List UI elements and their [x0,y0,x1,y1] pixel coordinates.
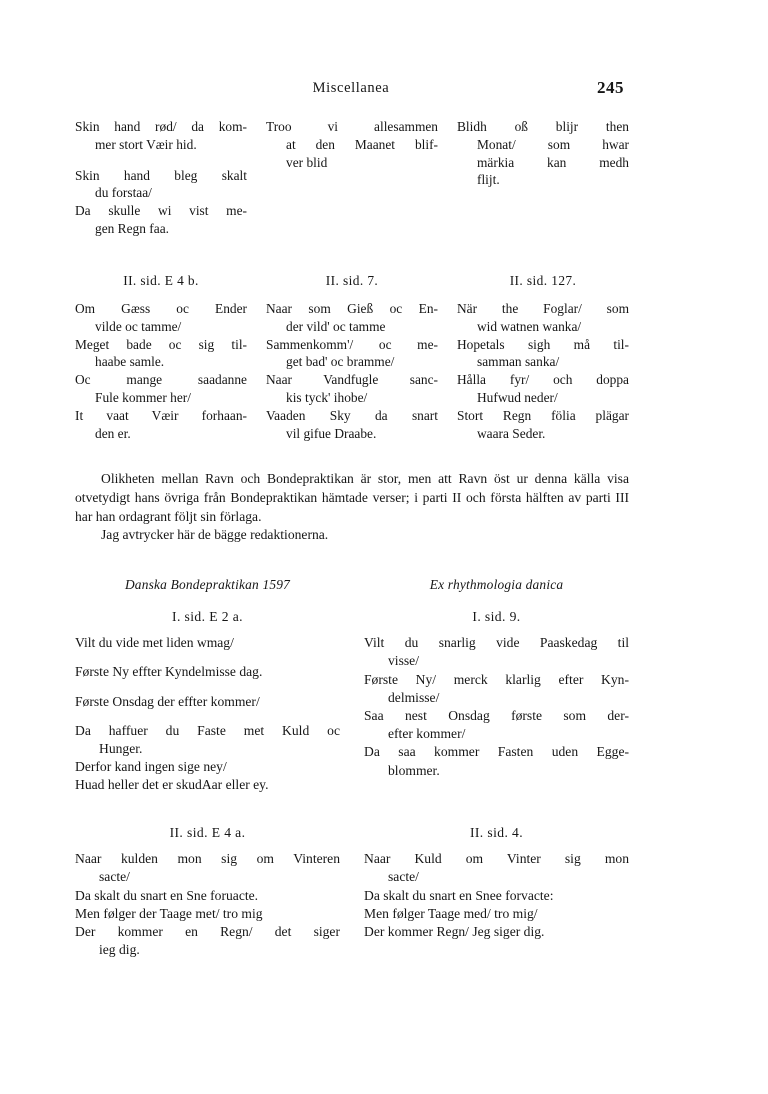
paragraph: Jag avtrycker här de bägge redaktionerna. [101,527,329,543]
verse-column-1 [75,118,247,238]
verse-line: Der kommer en Regn/ det siger [75,924,340,940]
verse-line: sacte/ [99,869,130,885]
verse-line: Meget bade oc sig til- [75,336,247,352]
verse-line: Naar kulden mon sig om Vinteren [75,851,340,867]
parallel-column-left [75,824,340,959]
verse-line: Naar Kuld om Vinter sig mon [364,851,629,867]
verse-line: vil gifue Draabe. [286,425,377,441]
verse-block-mid [75,300,629,443]
page-number: 245 [597,78,624,97]
verse-column-2 [266,300,438,443]
section-header-col-2 [266,272,438,290]
section-header: II. sid. E 4 a. [169,825,246,840]
verse-line: Der kommer Regn/ Jeg siger dig. [364,924,545,940]
verse-line: at den Maanet blif- [286,136,438,152]
verse-line: Stort Regn fölia plägar [457,407,629,423]
verse-line: Hunger. [99,740,143,756]
verse-line: Om Gæss oc Ender [75,301,247,316]
verse-line: Sammenkomm'/ oc me- [266,336,438,352]
verse-line: Vilt du snarlig vide Paaskedag til [364,635,629,651]
section-header: II. sid. 4. [469,825,524,840]
verse-line: Men følger Taage med/ tro mig/ [364,905,538,921]
verse-line: flijt. [477,172,500,188]
verse-line: Vilt du vide met liden wmag/ [75,635,234,651]
parallel-column-left [75,576,340,795]
verse-line: När the Foglar/ som [457,301,629,316]
verse-block-mid-headers [75,272,629,290]
verse-block-top [75,118,629,238]
verse-line: visse/ [388,653,419,669]
verse-line: It vaat Væir forhaan- [75,407,247,423]
verse-line: den er. [95,425,131,441]
verse-line: Hufwud neder/ [477,390,558,406]
section-header: II. sid. E 4 b. [123,273,199,288]
verse-line: Naar som Gieß oc En- [266,301,438,316]
verse-line: Da skalt du snart en Snee forvacte: [364,887,554,903]
parallel-texts-section-2 [75,824,629,959]
verse-line: Derfor kand ingen sige ney/ [75,759,227,775]
verse-line: kis tyck' ihobe/ [286,390,368,406]
verse-line: Hålla fyr/ och doppa [457,372,629,388]
section-header: I. sid. E 2 a. [172,608,243,624]
paragraph: Olikheten mellan Ravn och Bondepraktikan är stor, men att Ravn öst ur denna källa visa otvetydigt hans övriga från Bondepraktikan hämtade verser; i parti II och första hälften av parti III har han ordagrant följt sin förlaga. [75,471,629,524]
verse-line: Da skalt du snart en Sne foruacte. [75,887,259,903]
verse-line: gen Regn faa. [95,221,169,237]
body-paragraphs [75,470,629,545]
verse-line: der vild' oc tamme [286,318,386,334]
verse-line: Huad heller det er skudAar eller ey. [75,777,269,793]
verse-line: Da skulle wi vist me- [75,203,247,219]
verse-line: samman sanka/ [477,354,560,370]
verse-line: Fule kommer her/ [95,390,191,406]
verse-line: mer stort Væir hid. [95,136,197,152]
verse-line: vilde oc tamme/ [95,318,182,334]
verse-line: ver blid [286,154,328,170]
verse-line: Første Onsdag der effter kommer/ [75,693,260,709]
section-header: II. sid. 7. [325,273,379,288]
verse-line: sacte/ [388,869,419,885]
verse-line: Saa nest Onsdag første som der- [364,707,629,723]
parallel-column-right [364,824,629,959]
verse-line: blommer. [388,762,440,778]
verse-line: Men følger der Taage met/ tro mig [75,905,263,921]
verse-line: Blidh oß blijr then [457,119,629,134]
running-head [78,80,624,100]
verse-line: Vaaden Sky da snart [266,407,438,423]
verse-line: Skin hand rød/ da kom- [75,119,247,134]
column-title: Ex rhythmologia danica [429,577,564,592]
verse-gap [75,154,247,167]
verse-line: Første Ny/ merck klarlig efter Kyn- [364,671,629,687]
verse-line: get bad' oc bramme/ [286,354,395,370]
verse-gap [75,711,340,722]
verse-line: wid watnen wanka/ [477,318,582,334]
verse-line: efter kommer/ [388,726,466,742]
verse-column-3 [457,300,629,443]
verse-gap [75,652,340,663]
verse-line: haabe samle. [95,354,165,370]
verse-line: Oc mange saadanne [75,372,247,388]
verse-line: Hopetals sigh må til- [457,336,629,352]
section-header-col-3 [457,272,629,290]
verse-column-2 [266,118,438,238]
column-title: Danska Bondepraktikan 1597 [124,577,291,592]
verse-line: ieg dig. [99,942,140,958]
verse-line: märkia kan medh [477,154,629,170]
verse-column-3 [457,118,629,238]
verse-line: Monat/ som hwar [477,136,629,152]
parallel-column-right [364,576,629,795]
page-title: Miscellanea [312,80,390,96]
verse-line: Første Ny effter Kyndelmisse dag. [75,664,263,680]
verse-gap [75,682,340,693]
verse-line: Da saa kommer Fasten uden Egge- [364,744,629,760]
verse-line: du forstaa/ [95,185,152,201]
section-header: II. sid. 127. [509,273,577,288]
verse-line: Da haffuer du Faste met Kuld oc [75,722,340,738]
section-header: I. sid. 9. [472,608,521,624]
section-header-col-1 [75,272,247,290]
verse-line: delmisse/ [388,689,440,705]
verse-line: Troo vi allesammen [266,119,438,134]
parallel-texts-titles [75,576,629,795]
verse-line: Skin hand bleg skalt [75,167,247,183]
verse-column-1 [75,300,247,443]
verse-line: Naar Vandfugle sanc- [266,372,438,388]
verse-line: waara Seder. [477,425,546,441]
